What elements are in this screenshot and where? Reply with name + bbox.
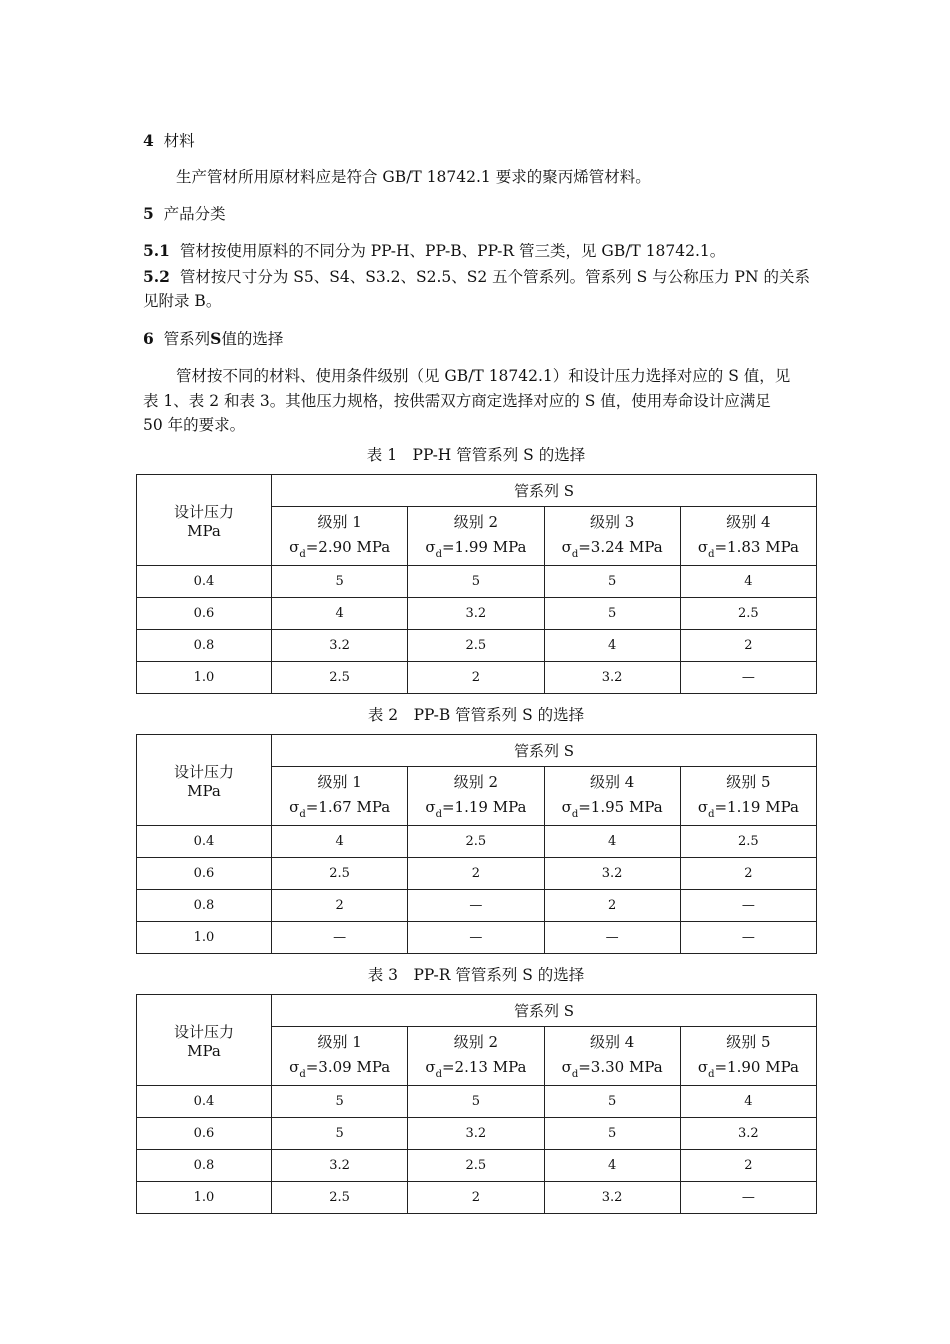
section-number: 4	[143, 131, 154, 150]
value-cell: —	[680, 890, 816, 922]
table-row	[137, 858, 817, 890]
design-stress: $\sigma_d=1.19$ MPa	[425, 798, 527, 820]
row-header-unit: MPa	[187, 781, 221, 800]
section-6-paragraph-line-1: 管材按不同的材料、使用条件级别（见 GB/T 18742.1）和设计压力选择对应的 S 值，见	[176, 367, 791, 385]
value-cell: 2.5	[680, 826, 816, 858]
design-stress: $\sigma_d=1.19$ MPa	[697, 798, 799, 820]
value-cell: 5	[544, 566, 680, 598]
value-cell: 4	[680, 566, 816, 598]
grade-label: 级别 1	[317, 1033, 362, 1051]
grade-header-cell	[680, 767, 816, 826]
value-cell: 4	[544, 1150, 680, 1182]
value-cell: —	[680, 922, 816, 954]
grade-label: 级别 2	[453, 1033, 499, 1051]
pressure-cell: 0.4	[137, 1086, 272, 1118]
section-4-paragraph: 生产管材所用原材料应是符合 GB/T 18742.1 要求的聚丙烯管材料。	[176, 168, 651, 186]
value-cell: 2	[272, 890, 408, 922]
value-cell: 4	[272, 826, 408, 858]
table-1	[136, 474, 817, 694]
table-row	[137, 1182, 817, 1214]
design-stress: $\sigma_d=2.90$ MPa	[289, 538, 391, 560]
section-title-post: 值的选择	[221, 330, 284, 348]
table-row	[137, 566, 817, 598]
value-cell: 3.2	[544, 1182, 680, 1214]
table-row	[137, 1086, 817, 1118]
value-cell: 4	[680, 1086, 816, 1118]
clause-5-2	[143, 264, 815, 290]
value-cell: 5	[544, 598, 680, 630]
grade-label: 级别 4	[589, 773, 635, 791]
table-row	[137, 1118, 817, 1150]
design-stress: $\sigma_d=2.13$ MPa	[425, 1058, 527, 1080]
section-5-heading	[143, 201, 815, 227]
grade-header-cell	[680, 1027, 816, 1086]
pressure-cell: 1.0	[137, 1182, 272, 1214]
value-cell: 2.5	[408, 1150, 544, 1182]
pressure-cell: 1.0	[137, 922, 272, 954]
table-2-caption: 表 2 PP-B 管管系列 S 的选择	[367, 706, 585, 724]
row-header-label: 设计压力	[173, 1022, 234, 1041]
value-cell: 2.5	[408, 630, 544, 662]
design-stress: $\sigma_d=1.67$ MPa	[289, 798, 391, 820]
design-stress: $\sigma_d=3.09$ MPa	[289, 1058, 391, 1080]
grade-header-cell	[272, 507, 408, 566]
value-cell: 3.2	[272, 630, 408, 662]
clause-text: 管材按使用原料的不同分为 PP-H、PP-B、PP-R 管三类，见 GB/T 18742.1。	[179, 242, 726, 260]
design-stress: $\sigma_d=1.83$ MPa	[697, 538, 799, 560]
table-2	[136, 734, 817, 954]
row-header-cell	[137, 995, 272, 1086]
pressure-cell: 1.0	[137, 662, 272, 694]
grade-header-cell	[544, 507, 680, 566]
section-title-pre: 管系列	[163, 330, 211, 348]
design-stress: $\sigma_d=1.95$ MPa	[561, 798, 663, 820]
table-1-caption: 表 1 PP-H 管管系列 S 的选择	[366, 446, 586, 464]
group-header-cell: 管系列 S	[272, 735, 817, 767]
value-cell: 2	[544, 890, 680, 922]
table-row	[137, 826, 817, 858]
section-number: 6	[143, 329, 154, 348]
value-cell: 3.2	[408, 598, 544, 630]
section-title: 材料	[163, 132, 195, 150]
value-cell: 5	[272, 1086, 408, 1118]
pressure-cell: 0.6	[137, 858, 272, 890]
row-header-label: 设计压力	[173, 762, 234, 781]
group-header-cell: 管系列 S	[272, 475, 817, 507]
row-header-unit: MPa	[187, 1041, 221, 1060]
table-3-caption: 表 3 PP-R 管管系列 S 的选择	[367, 966, 585, 984]
table-row	[137, 598, 817, 630]
grade-label: 级别 4	[726, 513, 771, 531]
value-cell: 3.2	[272, 1150, 408, 1182]
value-cell: 2	[680, 1150, 816, 1182]
section-title-bold: S	[210, 329, 222, 348]
clause-5-1	[143, 238, 815, 264]
value-cell: 4	[544, 630, 680, 662]
grade-header-cell	[272, 1027, 408, 1086]
section-4-heading	[143, 128, 815, 154]
value-cell: 5	[272, 566, 408, 598]
grade-header-cell	[544, 1027, 680, 1086]
value-cell: 5	[544, 1118, 680, 1150]
pressure-cell: 0.6	[137, 1118, 272, 1150]
grade-label: 级别 5	[726, 1033, 771, 1051]
value-cell: 2	[680, 630, 816, 662]
value-cell: —	[680, 662, 816, 694]
grade-label: 级别 2	[453, 773, 499, 791]
grade-header-cell	[408, 767, 544, 826]
value-cell: 5	[408, 566, 544, 598]
table-row	[137, 890, 817, 922]
value-cell: 2.5	[272, 1182, 408, 1214]
table-row	[137, 662, 817, 694]
value-cell: 3.2	[680, 1118, 816, 1150]
value-cell: —	[408, 922, 544, 954]
group-header-cell: 管系列 S	[272, 995, 817, 1027]
grade-label: 级别 1	[317, 513, 362, 531]
pressure-cell: 0.8	[137, 890, 272, 922]
value-cell: 2	[408, 1182, 544, 1214]
pressure-cell: 0.8	[137, 1150, 272, 1182]
section-6-paragraph-line-2: 表 1、表 2 和表 3。其他压力规格，按供需双方商定选择对应的 S 值，使用寿命设计应满足	[143, 392, 771, 410]
value-cell: 5	[408, 1086, 544, 1118]
value-cell: 2	[680, 858, 816, 890]
value-cell: 2.5	[272, 858, 408, 890]
design-stress: $\sigma_d=1.99$ MPa	[425, 538, 527, 560]
grade-label: 级别 1	[317, 773, 362, 791]
clause-number: 5.1	[143, 241, 170, 260]
value-cell: 3.2	[544, 662, 680, 694]
grade-label: 级别 4	[589, 1033, 635, 1051]
row-header-cell	[137, 735, 272, 826]
grade-header-cell	[272, 767, 408, 826]
value-cell: 4	[272, 598, 408, 630]
row-header-cell	[137, 475, 272, 566]
pressure-cell: 0.6	[137, 598, 272, 630]
clause-number: 5.2	[143, 267, 170, 286]
grade-label: 级别 3	[589, 513, 635, 531]
grade-label: 级别 5	[726, 773, 771, 791]
design-stress: $\sigma_d=3.24$ MPa	[561, 538, 663, 560]
row-header-label: 设计压力	[173, 502, 234, 521]
value-cell: 3.2	[408, 1118, 544, 1150]
section-title: 产品分类	[163, 205, 226, 223]
clause-5-2-continuation: 见附录 B。	[143, 292, 222, 310]
pressure-cell: 0.4	[137, 566, 272, 598]
value-cell: 2.5	[408, 826, 544, 858]
section-6-paragraph-line-3: 50 年的要求。	[143, 416, 246, 434]
grade-header-cell	[408, 507, 544, 566]
table-3	[136, 994, 817, 1214]
grade-label: 级别 2	[453, 513, 499, 531]
value-cell: 2	[408, 858, 544, 890]
value-cell: 4	[544, 826, 680, 858]
value-cell: —	[680, 1182, 816, 1214]
value-cell: 2.5	[272, 662, 408, 694]
pressure-cell: 0.8	[137, 630, 272, 662]
value-cell: —	[272, 922, 408, 954]
value-cell: —	[544, 922, 680, 954]
design-stress: $\sigma_d=1.90$ MPa	[697, 1058, 799, 1080]
clause-text: 管材按尺寸分为 S5、S4、S3.2、S2.5、S2 五个管系列。管系列 S 与公称压力 PN 的关系	[179, 268, 810, 286]
row-header-unit: MPa	[187, 521, 221, 540]
table-row	[137, 922, 817, 954]
pressure-cell: 0.4	[137, 826, 272, 858]
value-cell: 2.5	[680, 598, 816, 630]
table-row	[137, 1150, 817, 1182]
grade-header-cell	[408, 1027, 544, 1086]
table-row	[137, 630, 817, 662]
grade-header-cell	[544, 767, 680, 826]
section-6-heading	[143, 326, 815, 352]
design-stress: $\sigma_d=3.30$ MPa	[561, 1058, 663, 1080]
value-cell: 5	[544, 1086, 680, 1118]
value-cell: —	[408, 890, 544, 922]
section-number: 5	[143, 204, 154, 223]
value-cell: 2	[408, 662, 544, 694]
grade-header-cell	[680, 507, 816, 566]
value-cell: 3.2	[544, 858, 680, 890]
value-cell: 5	[272, 1118, 408, 1150]
